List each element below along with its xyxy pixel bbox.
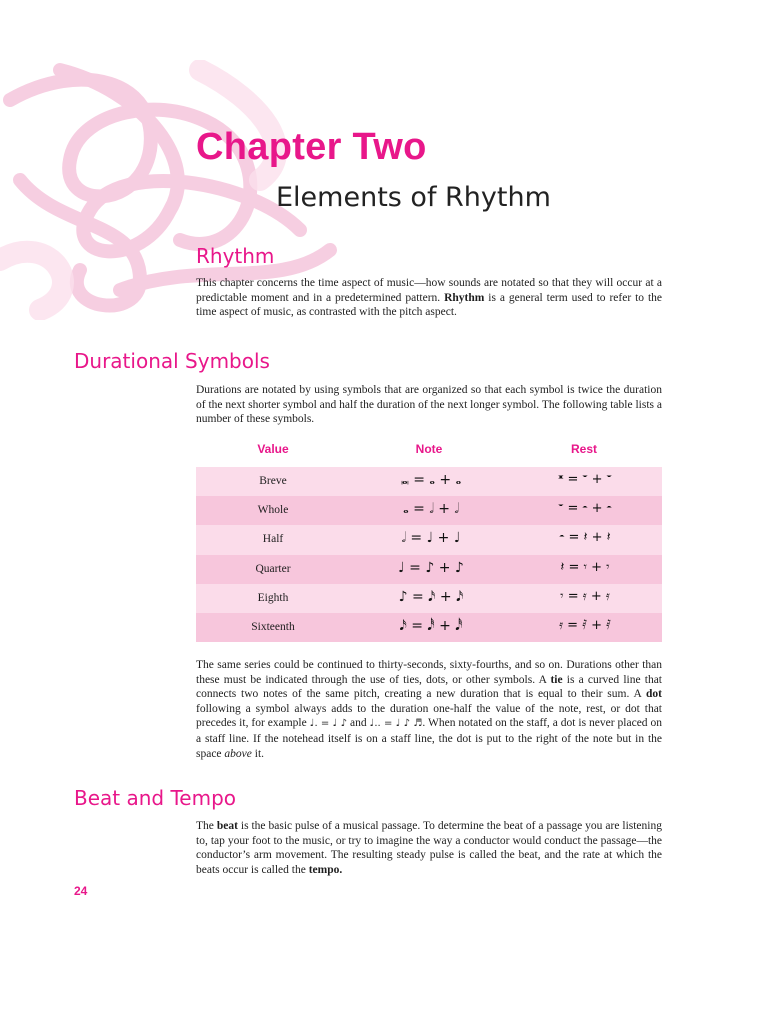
text-run: following a symbol always adds to the duration one-half the value of the note, rest, or dot that precedes it, for example [196,702,662,730]
value-cell: Half [262,533,284,546]
table-row [196,613,662,642]
text-run: The [196,820,217,832]
value-cell: Breve [259,475,287,487]
durational-paragraph-2 [196,658,662,761]
emphasis-above: above [224,747,252,760]
rest-cell: 𝄻 = 𝄼 + 𝄼 [558,501,612,517]
header-note: Note [415,442,443,456]
table-header [196,440,662,464]
dotted-note-example-1: ♩. = ♩ ♪ [309,718,348,730]
term-beat: beat [216,820,238,832]
value-cell: Sixteenth [251,620,295,633]
chapter-title: Chapter Two [196,126,427,168]
text-run: . When notated on the staff, a dot is never placed on a staff line. If the notehead itself is on a staff line, the dot is put to the right of the note but in the space [196,717,662,760]
term-tempo: tempo. [308,863,343,876]
rhythm-paragraph [196,276,662,320]
header-rest: Rest [570,442,598,456]
text-run: This chapter concerns the time aspect of music—how sounds are notated so that they will occur at a predictable moment and in a predetermined pattern. [196,277,662,304]
section-heading-rhythm: Rhythm [196,244,275,268]
rest-cell: 𝄽 = 𝄾 + 𝄾 [560,559,610,575]
note-cell: 𝅘𝅥𝅯 = 𝅘𝅥𝅰 + 𝅘𝅥𝅰 [399,617,463,634]
table-row [196,555,662,584]
text-run: it. [251,747,265,760]
durational-paragraph-1: Durations are notated by using symbols that are organized so that each symbol is twice the duration of the next shorter symbol and half the duration of the next longer symbol. The following table lists a number of these symbols. [196,384,662,426]
chapter-subtitle: Elements of Rhythm [276,182,551,213]
text-run: is the basic pulse of a musical passage. To determine the beat of a passage you are listening to, tap your foot to the music, or try to imagine the way a conductor would conduct the passage—the conductor’s arm movement. The resulting steady pulse is called the beat, and the rate at which the beats occur is called the [196,820,662,876]
table-body [196,467,662,642]
value-cell: Quarter [255,562,291,575]
table-row [196,584,662,613]
note-cell: ♪ = 𝅘𝅥𝅯 + 𝅘𝅥𝅯 [398,588,464,605]
text-run: is a curved line that connects two notes of the same pitch, creating a new duration that is equal to their sum. A [196,673,662,701]
rest-cell: 𝄼 = 𝄽 + 𝄽 [559,530,611,546]
table-row [196,496,662,525]
term-dot: dot [646,688,662,701]
text-run: The same series could be continued to thirty-seconds, sixty-fourths, and so on. Durations other than these must be indicated through the use of ties, dots, or other symbols. A [196,659,662,686]
rest-cell: 𝄾 = 𝄿 + 𝄿 [560,588,610,604]
value-cell: Eighth [257,591,289,604]
header-value: Value [257,442,289,456]
beat-paragraph [196,819,662,877]
text-run: and [347,717,370,730]
section-heading-beat-and-tempo: Beat and Tempo [74,786,237,810]
note-cell: ♩ = ♪ + ♪ [398,559,464,576]
value-cell: Whole [257,504,289,517]
note-cell: 𝅝 = 𝅗𝅥 + 𝅗𝅥 [403,501,459,518]
note-cell: 𝅜 = 𝅝 + 𝅝 [400,472,462,488]
table-row [196,525,662,554]
durational-symbols-table [196,440,662,634]
term-tie: tie [550,673,563,686]
rest-cell: 𝄿 = 𝅀 + 𝅀 [559,617,611,633]
section-heading-durational-symbols: Durational Symbols [74,349,270,373]
text-run: is a general term used to refer to the time aspect of music, as contrasted with the pitch aspect. [196,291,663,319]
term-rhythm: Rhythm [444,291,485,304]
table-row [196,467,662,496]
note-cell: 𝅗𝅥 = ♩ + ♩ [401,530,461,547]
page-number: 24 [74,884,88,898]
dotted-note-example-2: ♩.. = ♩ ♪ ♬ [369,718,423,730]
rest-cell: 𝄺 = 𝄻 + 𝄻 [558,472,612,487]
